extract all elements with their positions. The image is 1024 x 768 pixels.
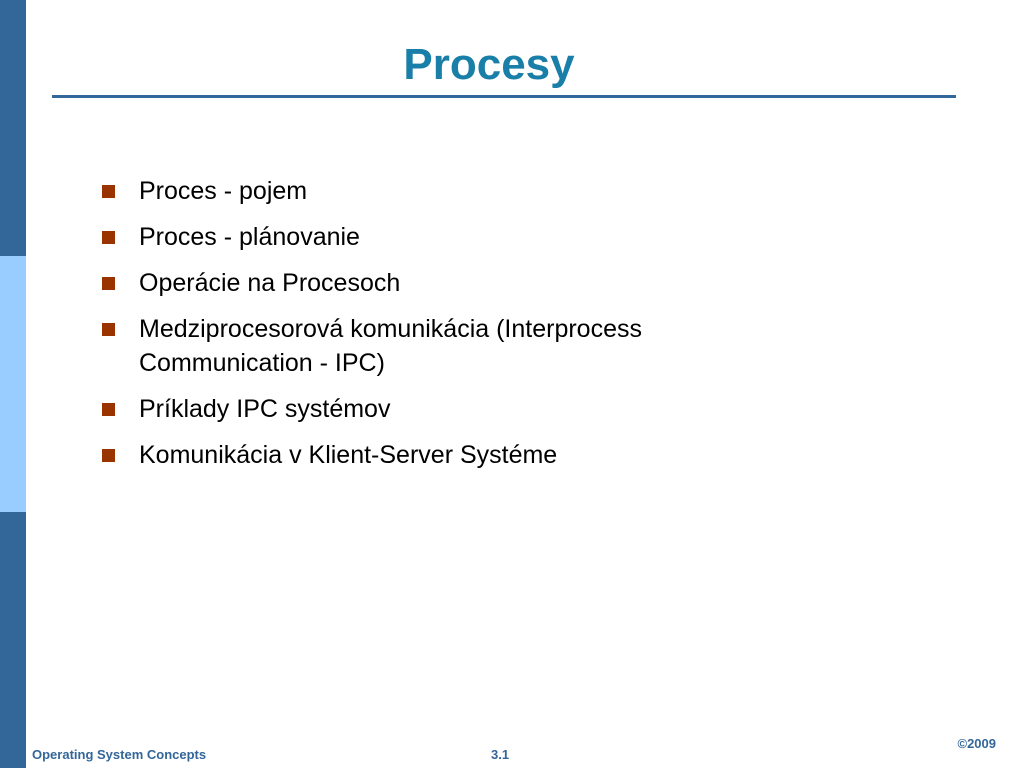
footer-page-number: 3.1 bbox=[491, 747, 510, 762]
bullet-text: Proces - pojem bbox=[139, 177, 308, 205]
title-divider bbox=[52, 95, 956, 98]
slide-title: Procesy bbox=[403, 40, 575, 89]
bullet-item bbox=[100, 438, 800, 472]
bullet-item bbox=[100, 266, 800, 300]
bullet-item bbox=[100, 312, 800, 380]
bullet-list bbox=[100, 174, 800, 484]
bullet-text: Operácie na Procesoch bbox=[139, 269, 401, 297]
bullet-item bbox=[100, 174, 800, 208]
footer-book-title: Operating System Concepts bbox=[32, 747, 207, 762]
bullet-item bbox=[100, 220, 800, 254]
square-bullet-icon bbox=[102, 277, 115, 290]
sidebar-band-middle bbox=[0, 256, 26, 512]
square-bullet-icon bbox=[102, 323, 115, 336]
square-bullet-icon bbox=[102, 403, 115, 416]
square-bullet-icon bbox=[102, 185, 115, 198]
square-bullet-icon bbox=[102, 449, 115, 462]
sidebar-band-top bbox=[0, 0, 26, 256]
bullet-text: Komunikácia v Klient-Server Systéme bbox=[139, 441, 558, 469]
bullet-text: Proces - plánovanie bbox=[139, 223, 360, 251]
sidebar-band-bottom bbox=[0, 512, 26, 768]
footer-copyright: ©2009 bbox=[957, 736, 996, 751]
bullet-text: Medziprocesorová komunikácia (Interprocess Communication - IPC) bbox=[139, 315, 642, 377]
square-bullet-icon bbox=[102, 231, 115, 244]
bullet-text: Príklady IPC systémov bbox=[139, 395, 391, 423]
bullet-item bbox=[100, 392, 800, 426]
